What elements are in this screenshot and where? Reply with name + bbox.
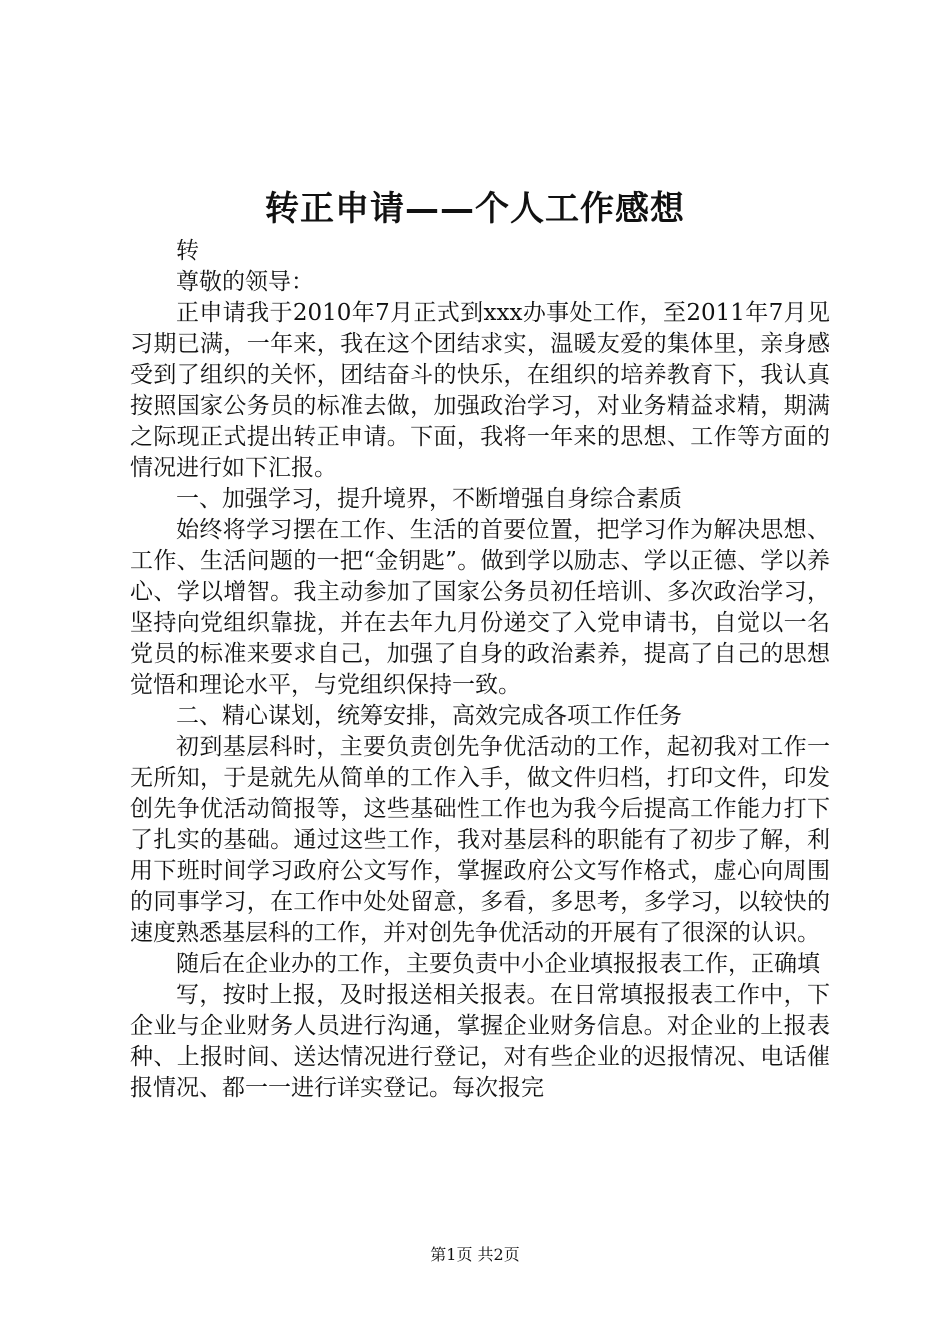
- section-heading-2: 二、精心谋划，统筹安排，高效完成各项工作任务: [176, 703, 682, 729]
- paragraph-work-2: 随后在企业办的工作，主要负责中小企业填报报表工作，正确填: [176, 951, 820, 977]
- paragraph-work-3: 写，按时上报，及时报送相关报表。在日常填报报表工作中，下企业与企业财务人员进行沟通，掌握企业财务信息。对企业的上报表种、上报时间、送达情况进行登记，对有些企业的迟报情况、电话催报情况、都一一进行详实登记。每次报完: [130, 982, 830, 1101]
- paragraph-fragment: 转: [176, 238, 199, 264]
- paragraph-intro: 正申请我于2010年7月正式到xxx办事处工作，至2011年7月见习期已满，一年来，我在这个团结求实，温暖友爱的集体里，亲身感受到了组织的关怀，团结奋斗的快乐，在组织的培养教育下，我认真按照国家公务员的标准去做，加强政治学习，对业务精益求精，期满之际现正式提出转正申请。下面，我将一年来的思想、工作等方面的情况进行如下汇报。: [130, 300, 830, 481]
- paragraph-study: 始终将学习摆在工作、生活的首要位置，把学习作为解决思想、工作、生活问题的一把“金钥匙”。做到学以励志、学以正德、学以养心、学以增智。我主动参加了国家公务员初任培训、多次政治学习，坚持向党组织靠拢，并在去年九月份递交了入党申请书，自觉以一名党员的标准来要求自己，加强了自身的政治素养，提高了自己的思想觉悟和理论水平，与党组织保持一致。: [130, 517, 830, 698]
- document-title: 转正申请——个人工作感想: [265, 189, 685, 229]
- page-footer: 第1页 共2页: [430, 1245, 520, 1264]
- salutation: 尊敬的领导：: [176, 269, 314, 295]
- section-heading-1: 一、加强学习，提升境界，不断增强自身综合素质: [176, 486, 682, 512]
- document-body: [130, 236, 830, 1104]
- paragraph-work-1: 初到基层科时，主要负责创先争优活动的工作，起初我对工作一无所知，于是就先从简单的工作入手，做文件归档，打印文件，印发创先争优活动简报等，这些基础性工作也为我今后提高工作能力打下了扎实的基础。通过这些工作，我对基层科的职能有了初步了解，利用下班时间学习政府公文写作，掌握政府公文写作格式，虚心向周围的同事学习，在工作中处处留意，多看，多思考，多学习，以较快的速度熟悉基层科的工作，并对创先争优活动的开展有了很深的认识。: [130, 734, 830, 946]
